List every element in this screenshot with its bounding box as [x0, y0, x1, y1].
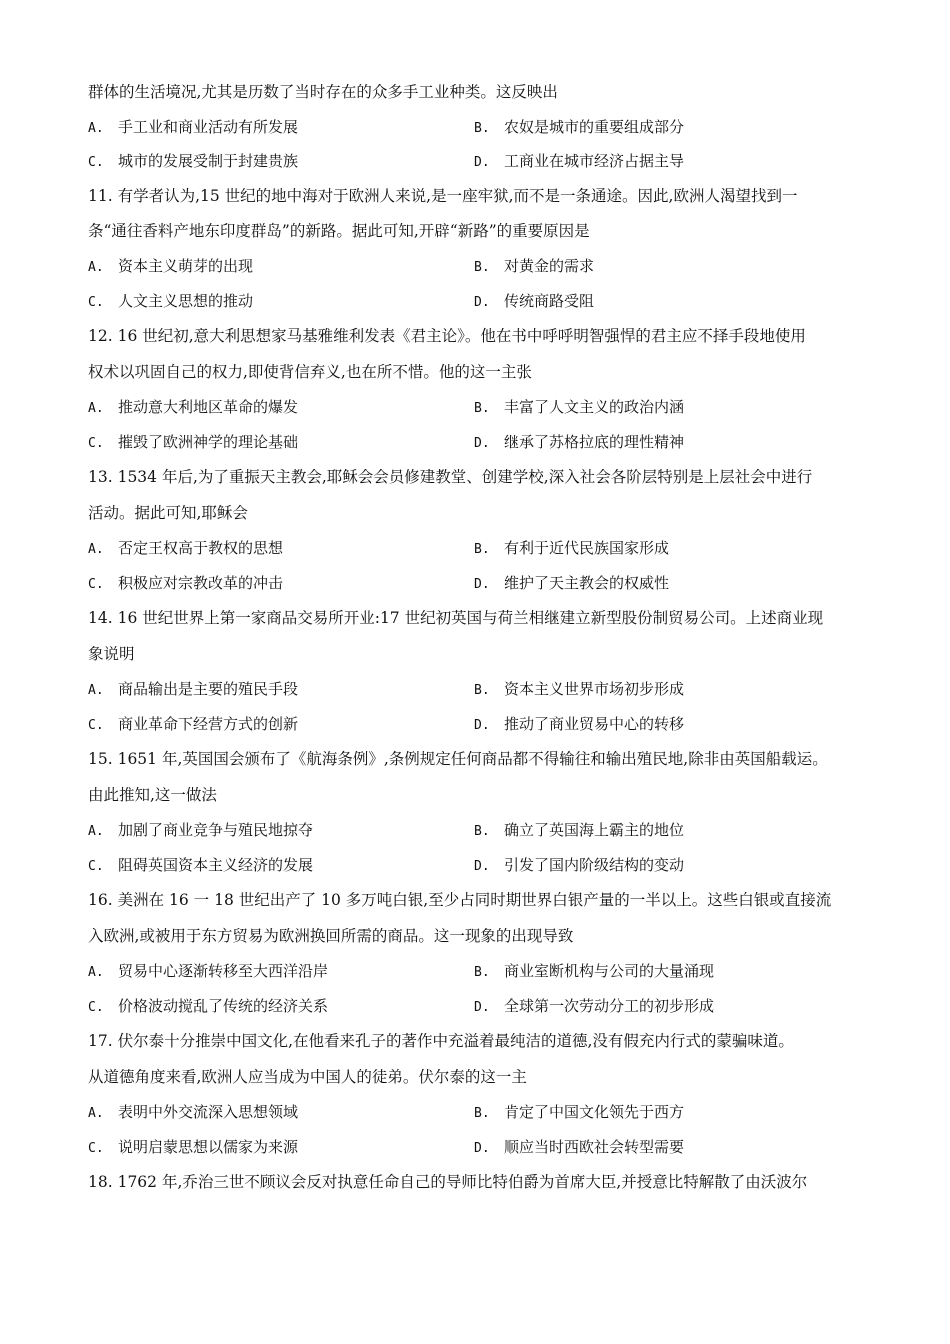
option-label: C.: [88, 1141, 104, 1156]
option-b[interactable]: [474, 820, 684, 842]
option-label: B.: [474, 542, 490, 557]
option-label: A.: [88, 401, 104, 416]
option-label: C.: [88, 1000, 104, 1015]
question-14-stem-line-1: 14. 16 世纪世界上第一家商品交易所开业:17 世纪初英国与荷兰相继建立新型股份制贸易公司。上述商业现: [88, 609, 824, 627]
question-11-stem-line-2: 条“通往香料产地东印度群岛”的新路。据此可知,开辟“新路”的重要原因是: [88, 222, 590, 240]
option-text: 丰富了人文主义的政治内涵: [504, 398, 685, 416]
option-label: D.: [474, 718, 490, 733]
option-d[interactable]: [474, 714, 684, 736]
option-text: 资本主义世界市场初步形成: [504, 680, 685, 698]
option-label: B.: [474, 965, 490, 980]
option-label: B.: [474, 260, 490, 275]
option-text: 商业革命下经营方式的创新: [118, 715, 299, 733]
option-label: A.: [88, 1106, 104, 1121]
option-text: 表明中外交流深入思想领域: [118, 1103, 299, 1121]
option-a[interactable]: [88, 538, 283, 560]
question-13-stem-line-1: 13. 1534 年后,为了重振天主教会,耶稣会会员修建教堂、创建学校,深入社会各阶层特别是上层社会中进行: [88, 468, 813, 486]
option-label: D.: [474, 1141, 490, 1156]
option-label: C.: [88, 295, 104, 310]
option-text: 商品输出是主要的殖民手段: [118, 680, 299, 698]
option-a[interactable]: [88, 679, 298, 701]
question-14-stem-line-2: 象说明: [88, 645, 135, 663]
option-text: 商业室断机构与公司的大量涌现: [504, 962, 715, 980]
option-c[interactable]: [88, 855, 313, 877]
option-text: 全球第一次劳动分工的初步形成: [504, 997, 715, 1015]
option-d[interactable]: [474, 855, 684, 877]
option-label: C.: [88, 718, 104, 733]
option-label: C.: [88, 577, 104, 592]
option-label: D.: [474, 577, 490, 592]
option-text: 摧毁了欧洲神学的理论基础: [118, 433, 299, 451]
option-label: B.: [474, 824, 490, 839]
option-c[interactable]: [88, 291, 253, 313]
option-b[interactable]: [474, 538, 669, 560]
question-16-stem-line-2: 入欧洲,或被用于东方贸易为欧洲换回所需的商品。这一现象的出现导致: [88, 927, 574, 945]
option-text: 积极应对宗教改革的冲击: [118, 574, 284, 592]
option-c[interactable]: [88, 1137, 298, 1159]
question-15-stem-line-1: 15. 1651 年,英国国会颁布了《航海条例》,条例规定任何商品都不得输往和输出殖民地,除非由英国船载运。: [88, 750, 828, 768]
option-label: C.: [88, 155, 104, 170]
option-text: 手工业和商业活动有所发展: [118, 118, 299, 136]
question-17-stem-line-1: 17. 伏尔泰十分推崇中国文化,在他看来孔子的著作中充溢着最纯洁的道德,没有假充内行式的蒙骗味道。: [88, 1032, 794, 1050]
option-a[interactable]: [88, 117, 298, 139]
option-text: 加剧了商业竞争与殖民地掠夺: [118, 821, 314, 839]
option-c[interactable]: [88, 151, 298, 173]
option-text: 传统商路受阻: [504, 292, 595, 310]
question-13-stem-line-2: 活动。据此可知,耶稣会: [88, 504, 248, 522]
option-text: 维护了天主教会的权威性: [504, 574, 670, 592]
option-text: 工商业在城市经济占据主导: [504, 152, 685, 170]
option-label: D.: [474, 1000, 490, 1015]
option-label: A.: [88, 121, 104, 136]
question-16-stem-line-1: 16. 美洲在 16 一 18 世纪出产了 10 多万吨白银,至少占同时期世界白银产量的一半以上。这些白银或直接流: [88, 891, 832, 909]
option-text: 顺应当时西欧社会转型需要: [504, 1138, 685, 1156]
option-text: 对黄金的需求: [504, 257, 595, 275]
option-label: A.: [88, 542, 104, 557]
option-text: 贸易中心逐渐转移至大西洋沿岸: [118, 962, 329, 980]
option-b[interactable]: [474, 117, 684, 139]
option-a[interactable]: [88, 820, 313, 842]
option-text: 阻碍英国资本主义经济的发展: [118, 856, 314, 874]
option-label: D.: [474, 436, 490, 451]
option-text: 继承了苏格拉底的理性精神: [504, 433, 685, 451]
option-text: 确立了英国海上霸主的地位: [504, 821, 685, 839]
option-label: D.: [474, 859, 490, 874]
question-11-stem-line-1: 11. 有学者认为,15 世纪的地中海对于欧洲人来说,是一座牢狱,而不是一条通途。因此,欧洲人渴望找到一: [88, 187, 798, 205]
question-15-stem-line-2: 由此推知,这一做法: [88, 786, 217, 804]
option-d[interactable]: [474, 151, 684, 173]
option-text: 资本主义萌芽的出现: [118, 257, 254, 275]
question-12-stem-line-2: 权术以巩固自己的权力,即使背信弃义,也在所不惜。他的这一主张: [88, 363, 532, 381]
option-text: 推动意大利地区革命的爆发: [118, 398, 299, 416]
option-c[interactable]: [88, 573, 283, 595]
option-label: A.: [88, 965, 104, 980]
option-label: B.: [474, 1106, 490, 1121]
option-c[interactable]: [88, 996, 328, 1018]
option-label: C.: [88, 436, 104, 451]
option-label: A.: [88, 683, 104, 698]
option-d[interactable]: [474, 996, 714, 1018]
option-b[interactable]: [474, 961, 714, 983]
option-text: 推动了商业贸易中心的转移: [504, 715, 685, 733]
option-text: 说明启蒙思想以儒家为来源: [118, 1138, 299, 1156]
option-label: A.: [88, 824, 104, 839]
question-17-stem-line-2: 从道德角度来看,欧洲人应当成为中国人的徒弟。伏尔泰的这一主: [88, 1068, 527, 1086]
option-a[interactable]: [88, 256, 253, 278]
option-text: 否定王权高于教权的思想: [118, 539, 284, 557]
option-text: 城市的发展受制于封建贵族: [118, 152, 299, 170]
intro-line: 群体的生活境况,尤其是历数了当时存在的众多手工业种类。这反映出: [88, 83, 558, 101]
option-d[interactable]: [474, 291, 594, 313]
option-label: B.: [474, 683, 490, 698]
option-c[interactable]: [88, 432, 298, 454]
option-label: C.: [88, 859, 104, 874]
option-text: 引发了国内阶级结构的变动: [504, 856, 685, 874]
option-c[interactable]: [88, 714, 298, 736]
option-label: B.: [474, 401, 490, 416]
option-text: 农奴是城市的重要组成部分: [504, 118, 685, 136]
option-b[interactable]: [474, 679, 684, 701]
question-12-stem-line-1: 12. 16 世纪初,意大利思想家马基雅维利发表《君主论》。他在书中呼呼明智强悍的君主应不择手段地使用: [88, 327, 806, 345]
option-label: A.: [88, 260, 104, 275]
option-b[interactable]: [474, 1102, 684, 1124]
option-b[interactable]: [474, 397, 684, 419]
option-a[interactable]: [88, 397, 298, 419]
option-b[interactable]: [474, 256, 594, 278]
option-a[interactable]: [88, 961, 328, 983]
question-18-stem-line-1: 18. 1762 年,乔治三世不顾议会反对执意任命自己的导师比特伯爵为首席大臣,并授意比特解散了由沃波尔: [88, 1173, 808, 1191]
option-d[interactable]: [474, 432, 684, 454]
option-text: 人文主义思想的推动: [118, 292, 254, 310]
option-d[interactable]: [474, 573, 669, 595]
option-a[interactable]: [88, 1102, 298, 1124]
option-label: D.: [474, 295, 490, 310]
option-text: 肯定了中国文化领先于西方: [504, 1103, 685, 1121]
option-label: D.: [474, 155, 490, 170]
option-text: 价格波动搅乱了传统的经济关系: [118, 997, 329, 1015]
option-d[interactable]: [474, 1137, 684, 1159]
option-label: B.: [474, 121, 490, 136]
option-text: 有利于近代民族国家形成: [504, 539, 670, 557]
